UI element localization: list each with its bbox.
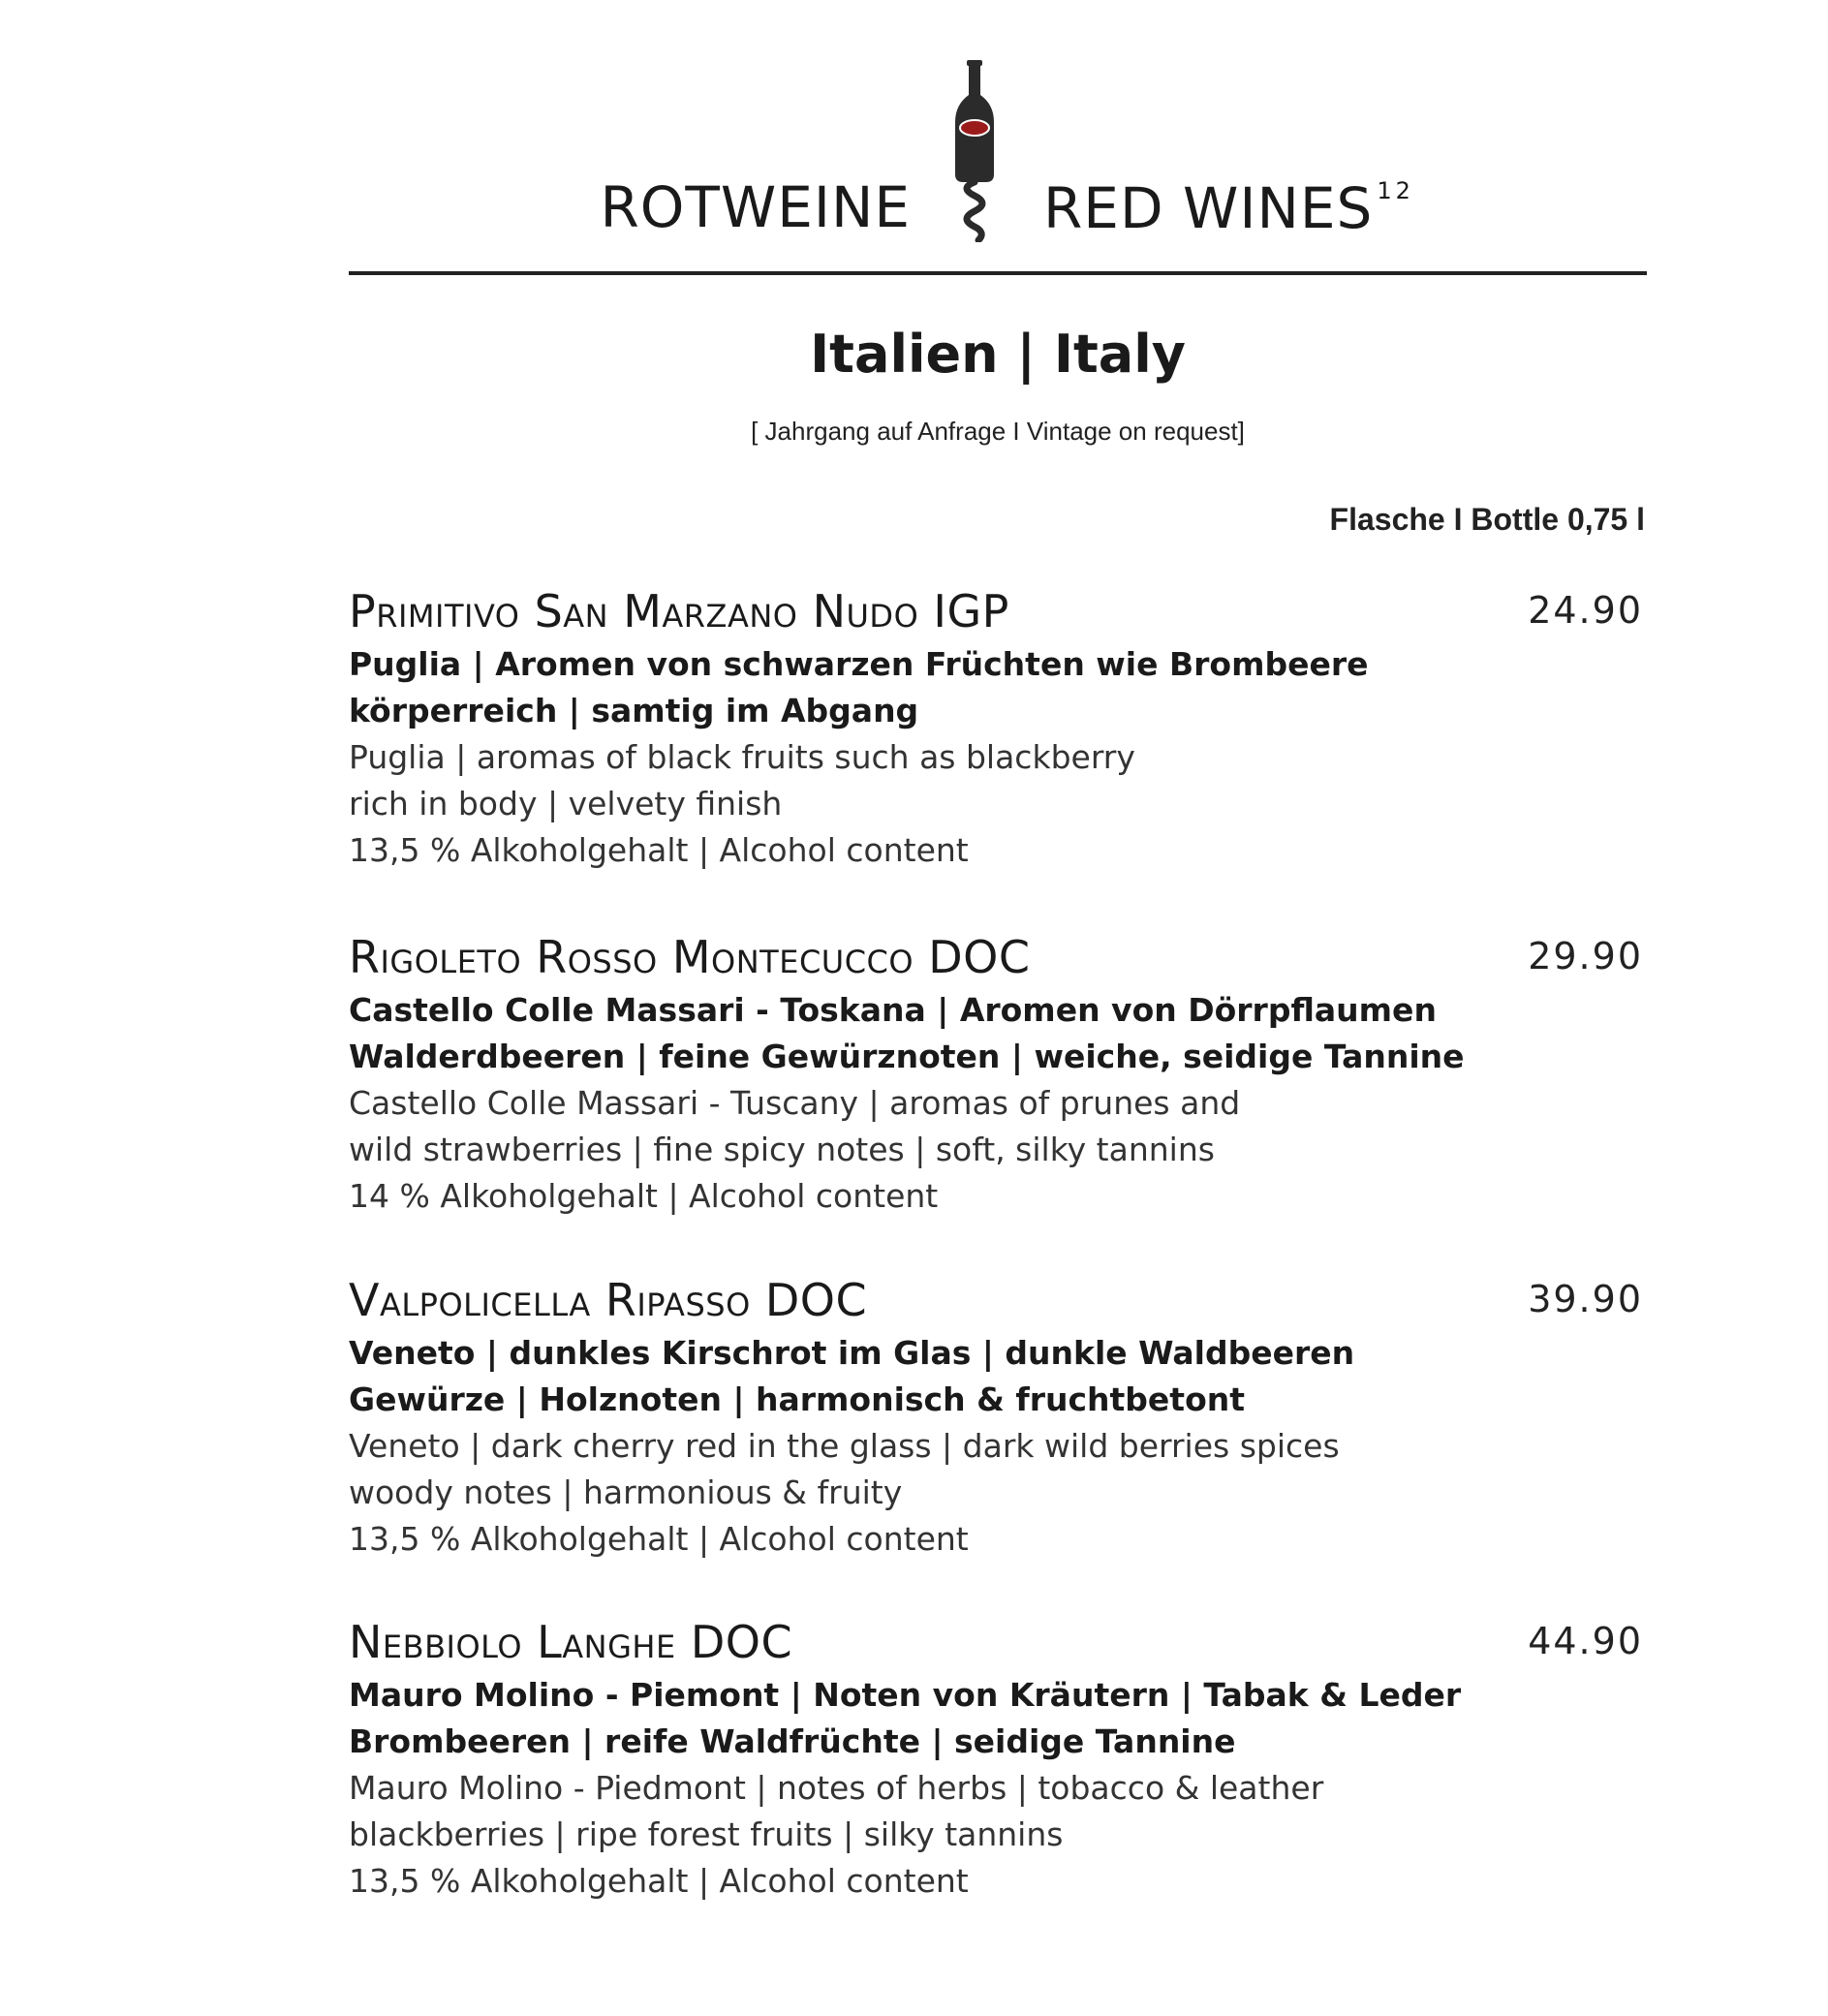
wine-description-de: Brombeeren | reife Waldfrüchte | seidige Tannine: [349, 1722, 1236, 1760]
wine-description-de: Walderdbeeren | feine Gewürznoten | weiche, seidige Tannine: [349, 1038, 1465, 1075]
wine-entry: [349, 1270, 1647, 1563]
wine-description-en: rich in body | velvety finish: [349, 785, 783, 822]
wine-description-de: Castello Colle Massari - Toskana | Aromen von Dörrpflaumen: [349, 991, 1437, 1029]
wine-description-de: Puglia | Aromen von schwarzen Früchten wie Brombeere: [349, 645, 1369, 683]
wine-price: 39.90: [1528, 1278, 1643, 1320]
title-english-text: RED WINES: [1043, 175, 1374, 241]
wine-description-de: körperreich | samtig im Abgang: [349, 692, 919, 729]
title-english: [1043, 175, 1414, 241]
wine-name: Primitivo San Marzano Nudo IGP: [349, 585, 1009, 637]
wine-description-en: blackberries | ripe forest fruits | silky tannins: [349, 1815, 1064, 1853]
wine-description-en: Puglia | aromas of black fruits such as blackberry: [349, 738, 1135, 776]
wine-description-de: Mauro Molino - Piemont | Noten von Kräutern | Tabak & Leder: [349, 1676, 1462, 1714]
wine-alcohol-content: 13,5 % Alkoholgehalt | Alcohol content: [349, 1520, 969, 1558]
wine-alcohol-content: 13,5 % Alkoholgehalt | Alcohol content: [349, 831, 969, 869]
menu-header: [349, 53, 1647, 247]
wine-description-en: Castello Colle Massari - Tuscany | aromas of prunes and: [349, 1084, 1241, 1122]
header-divider: [349, 271, 1647, 275]
wine-name: Rigoleto Rosso Montecucco DOC: [349, 931, 1031, 983]
wine-price: 44.90: [1528, 1620, 1643, 1662]
wine-description-en: woody notes | harmonious & fruity: [349, 1473, 903, 1511]
wine-name: Valpolicella Ripasso DOC: [349, 1274, 868, 1326]
wine-description-en: Veneto | dark cherry red in the glass | dark wild berries spices: [349, 1427, 1340, 1465]
vintage-note: [ Jahrgang auf Anfrage I Vintage on request]: [751, 417, 1245, 446]
title-footnote: 12: [1377, 177, 1414, 204]
wine-entry: [349, 927, 1647, 1220]
wine-description-de: Veneto | dunkles Kirschrot im Glas | dunkle Waldbeeren: [349, 1334, 1355, 1372]
wine-entry: [349, 581, 1647, 874]
wine-alcohol-content: 13,5 % Alkoholgehalt | Alcohol content: [349, 1862, 969, 1900]
wine-name: Nebbiolo Langhe DOC: [349, 1616, 793, 1668]
price-column-label: Flasche I Bottle 0,75 l: [1329, 502, 1645, 537]
wine-alcohol-content: 14 % Alkoholgehalt | Alcohol content: [349, 1177, 939, 1215]
wine-price: 24.90: [1528, 589, 1643, 632]
wine-price: 29.90: [1528, 935, 1643, 977]
wine-entry: [349, 1612, 1647, 1905]
wine-bottle-corkscrew-icon: [936, 58, 1013, 242]
wine-description-en: wild strawberries | fine spicy notes | soft, silky tannins: [349, 1131, 1215, 1168]
section-title: Italien | Italy: [810, 324, 1186, 385]
title-german: ROTWEINE: [600, 174, 911, 240]
wine-description-de: Gewürze | Holznoten | harmonisch & fruchtbetont: [349, 1380, 1246, 1418]
wine-description-en: Mauro Molino - Piedmont | notes of herbs | tobacco & leather: [349, 1769, 1324, 1807]
